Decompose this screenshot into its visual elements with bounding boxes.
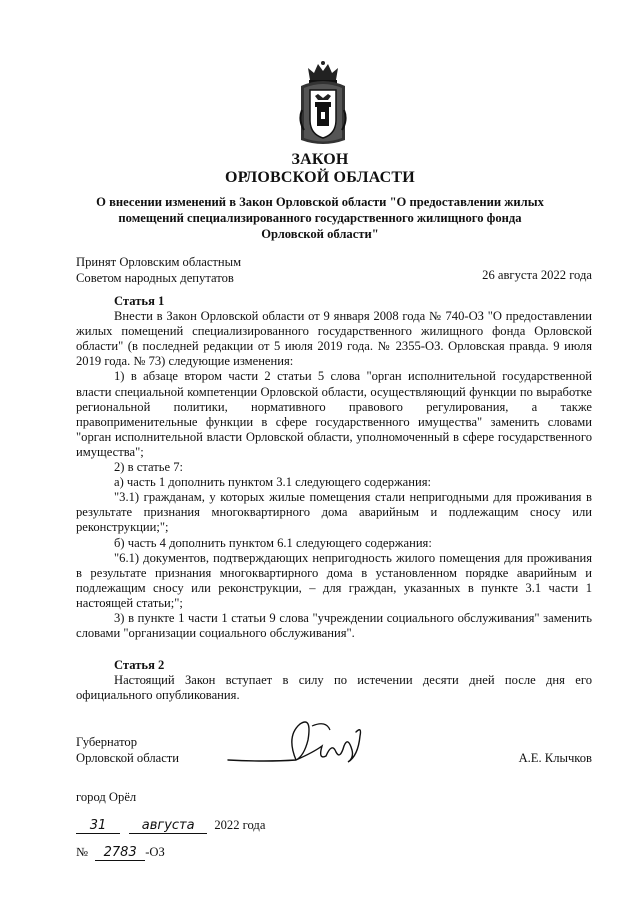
law-number	[76, 845, 165, 861]
number-prefix: №	[76, 845, 89, 859]
article1-paragraph: Внести в Закон Орловской области от 9 января 2008 года № 740-ОЗ "О предоставлении жилых помещений специализированного государственного жилищного фонда Орловской области" (в последней редакции от 5 июля 2019 года. № 2355-ОЗ. Орловская правда. 9 июля 2019 года. № 73) следующие изменения:	[76, 309, 592, 369]
signing-day: 31	[76, 819, 120, 834]
number-value: 2783	[95, 846, 145, 861]
governor-name: А.Е. Клычков	[518, 751, 592, 765]
governor-position-line1: Губернатор	[76, 735, 137, 749]
law-title-line1: ЗАКОН	[291, 151, 349, 168]
law-title-line2: ОРЛОВСКОЙ ОБЛАСТИ	[225, 169, 415, 186]
law-body	[76, 294, 592, 703]
coat-of-arms-emblem	[298, 60, 348, 146]
article1-paragraph: б) часть 4 дополнить пунктом 6.1 следующего содержания:	[114, 535, 432, 550]
signing-date	[76, 818, 265, 834]
article1-paragraph: "3.1) гражданам, у которых жилые помещения стали непригодными для проживания в результате признания многоквартирного дома аварийным и подлежащим сносу или реконструкции;";	[76, 490, 592, 535]
article1-paragraph: 3) в пункте 1 части 1 статьи 9 слова "учреждении социального обслуживания" заменить словами "организации социального обслуживания".	[76, 610, 592, 641]
law-subtitle: О внесении изменений в Закон Орловской области "О предоставлении жилых помещений специализированного государственного жилищного фонда Орловской области"	[96, 195, 544, 241]
article1-paragraph: "6.1) документов, подтверждающих непригодность жилого помещения для проживания в результате признания многоквартирного дома в установленном порядке аварийным и подлежащим сносу или реконструкции, – для граждан, указанных в пункте 3.1 части 1 настоящей статьи;";	[76, 550, 592, 610]
governor-position	[76, 734, 179, 766]
article1-heading: Статья 1	[114, 294, 165, 308]
article2-heading: Статья 2	[114, 658, 165, 673]
article1-paragraph: 2) в статье 7:	[114, 460, 184, 475]
adoption-line1: Принят Орловским областным	[76, 255, 242, 269]
governor-position-line2: Орловской области	[76, 751, 180, 765]
city-line: город Орёл	[76, 790, 137, 804]
article2-paragraph: Настоящий Закон вступает в силу по истечении десяти дней после дня его официального опубликования.	[76, 673, 592, 703]
article1-paragraph: а) часть 1 дополнить пунктом 3.1 следующего содержания:	[114, 475, 432, 490]
signing-month: августа	[129, 819, 207, 834]
article1-paragraph: 1) в абзаце втором части 2 статьи 5 слова "орган исполнительной государственной власти специальной компетенции Орловской области, осуществляющий функции по выработке региональной политики, нормативного правового регулирования, а также правоприменительные функции в сфере государственного имущества" заменить словами "орган исполнительной власти Орловской области, уполномоченный в сфере государственного имущества";	[76, 369, 592, 459]
adoption-block	[76, 254, 241, 286]
adoption-date: 26 августа 2022 года	[482, 268, 592, 282]
handwritten-signature	[226, 716, 366, 776]
adoption-line2: Советом народных депутатов	[76, 271, 234, 285]
signing-year: 2022 года	[214, 818, 266, 832]
number-suffix: -ОЗ	[145, 845, 165, 859]
